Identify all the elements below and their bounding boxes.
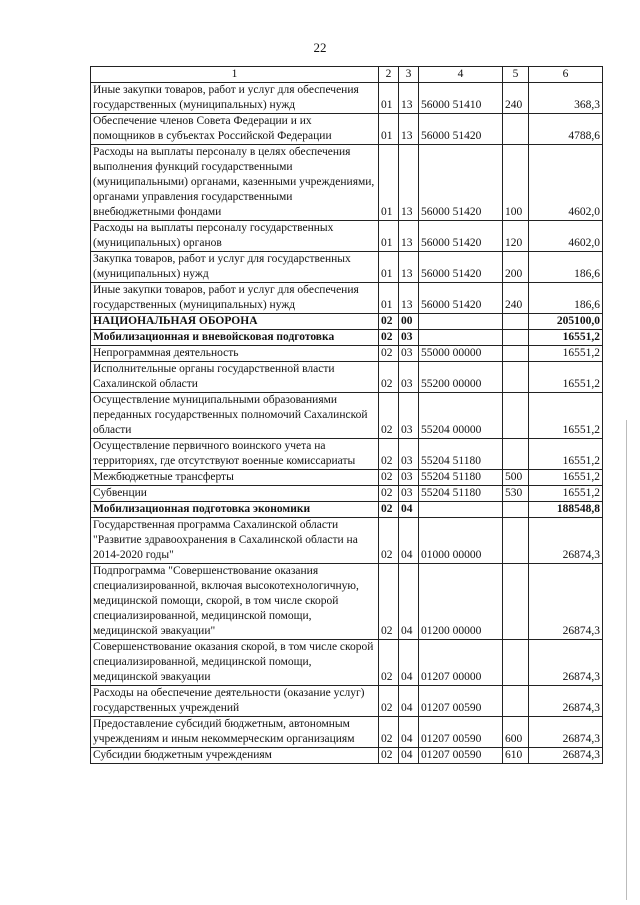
section-code-cell: 02 — [379, 314, 399, 330]
expense-name-cell: Подпрограмма "Совершенствование оказания специализированной, включая высокотехнологичную, медицинской помощи, скорой, в том числе скорой специализированной, медицинской помощи, медицинской эвакуации" — [91, 564, 379, 640]
table-row — [91, 717, 603, 748]
expense-type-cell — [503, 346, 529, 362]
table-row — [91, 518, 603, 564]
header-col-2: 2 — [379, 67, 399, 83]
subsection-code-cell: 13 — [399, 145, 419, 221]
expense-type-cell — [503, 439, 529, 470]
table-row — [91, 439, 603, 470]
table-row — [91, 470, 603, 486]
amount-cell: 368,3 — [529, 83, 603, 114]
target-article-cell: 01207 00590 — [419, 748, 503, 764]
expense-type-cell: 240 — [503, 283, 529, 314]
subsection-code-cell: 03 — [399, 486, 419, 502]
table-row — [91, 393, 603, 439]
subsection-code-cell: 03 — [399, 393, 419, 439]
target-article-cell: 55204 51180 — [419, 470, 503, 486]
subsection-code-cell: 00 — [399, 314, 419, 330]
expense-type-cell: 120 — [503, 221, 529, 252]
amount-cell: 26874,3 — [529, 748, 603, 764]
expense-name-cell: Расходы на выплаты персоналу государственных (муниципальных) органов — [91, 221, 379, 252]
page-number: 22 — [313, 40, 327, 55]
section-code-cell: 02 — [379, 717, 399, 748]
table-row — [91, 640, 603, 686]
expense-type-cell — [503, 314, 529, 330]
header-col-3: 3 — [399, 67, 419, 83]
section-code-cell: 02 — [379, 518, 399, 564]
amount-cell: 26874,3 — [529, 518, 603, 564]
section-code-cell: 02 — [379, 748, 399, 764]
amount-cell: 26874,3 — [529, 564, 603, 640]
amount-cell: 205100,0 — [529, 314, 603, 330]
expense-name-cell: Межбюджетные трансферты — [91, 470, 379, 486]
subsection-code-cell: 13 — [399, 283, 419, 314]
target-article-cell: 56000 51420 — [419, 252, 503, 283]
section-code-cell: 02 — [379, 564, 399, 640]
table-row — [91, 83, 603, 114]
target-article-cell: 55000 00000 — [419, 346, 503, 362]
section-code-cell: 02 — [379, 393, 399, 439]
table-body — [91, 83, 603, 764]
expense-name-cell: Осуществление первичного воинского учета на территориях, где отсутствуют военные комиссариаты — [91, 439, 379, 470]
expense-type-cell — [503, 640, 529, 686]
section-code-cell: 02 — [379, 346, 399, 362]
target-article-cell: 01207 00000 — [419, 640, 503, 686]
target-article-cell: 01207 00590 — [419, 717, 503, 748]
table-header-row — [91, 67, 603, 83]
expense-name-cell: Обеспечение членов Совета Федерации и их помощников в субъектах Российской Федерации — [91, 114, 379, 145]
amount-cell: 16551,2 — [529, 470, 603, 486]
expense-type-cell: 100 — [503, 145, 529, 221]
target-article-cell: 56000 51410 — [419, 83, 503, 114]
table-row — [91, 330, 603, 346]
expense-type-cell — [503, 330, 529, 346]
amount-cell: 16551,2 — [529, 346, 603, 362]
table-row — [91, 346, 603, 362]
header-col-6: 6 — [529, 67, 603, 83]
section-code-cell: 01 — [379, 83, 399, 114]
table-row — [91, 564, 603, 640]
expense-name-cell: Осуществление муниципальными образованиями переданных государственных полномочий Сахалинской области — [91, 393, 379, 439]
scan-edge-line — [626, 420, 627, 900]
subsection-code-cell: 04 — [399, 717, 419, 748]
target-article-cell: 55200 00000 — [419, 362, 503, 393]
subsection-code-cell: 04 — [399, 686, 419, 717]
target-article-cell: 56000 51420 — [419, 114, 503, 145]
table-row — [91, 314, 603, 330]
header-col-4: 4 — [419, 67, 503, 83]
expense-name-cell: Совершенствование оказания скорой, в том числе скорой специализированной, медицинской помощи, медицинской эвакуации — [91, 640, 379, 686]
target-article-cell: 55204 51180 — [419, 486, 503, 502]
expense-name-cell: Субсидии бюджетным учреждениям — [91, 748, 379, 764]
expense-name-cell: Мобилизационная подготовка экономики — [91, 502, 379, 518]
expense-type-cell — [503, 393, 529, 439]
amount-cell: 26874,3 — [529, 640, 603, 686]
section-code-cell: 01 — [379, 221, 399, 252]
amount-cell: 4602,0 — [529, 221, 603, 252]
subsection-code-cell: 03 — [399, 439, 419, 470]
section-code-cell: 02 — [379, 330, 399, 346]
table-row — [91, 114, 603, 145]
amount-cell: 16551,2 — [529, 486, 603, 502]
target-article-cell: 01200 00000 — [419, 564, 503, 640]
amount-cell: 188548,8 — [529, 502, 603, 518]
table-row — [91, 252, 603, 283]
budget-table — [90, 66, 603, 764]
expense-name-cell: Иные закупки товаров, работ и услуг для обеспечения государственных (муниципальных) нужд — [91, 83, 379, 114]
target-article-cell: 01207 00590 — [419, 686, 503, 717]
target-article-cell: 55204 00000 — [419, 393, 503, 439]
subsection-code-cell: 04 — [399, 502, 419, 518]
target-article-cell: 56000 51420 — [419, 145, 503, 221]
header-col-1: 1 — [91, 67, 379, 83]
expense-name-cell: Мобилизационная и вневойсковая подготовка — [91, 330, 379, 346]
subsection-code-cell: 04 — [399, 564, 419, 640]
subsection-code-cell: 13 — [399, 114, 419, 145]
section-code-cell: 01 — [379, 283, 399, 314]
subsection-code-cell: 13 — [399, 221, 419, 252]
expense-type-cell: 600 — [503, 717, 529, 748]
table-row — [91, 283, 603, 314]
expense-type-cell — [503, 686, 529, 717]
section-code-cell: 02 — [379, 502, 399, 518]
amount-cell: 4788,6 — [529, 114, 603, 145]
amount-cell: 26874,3 — [529, 686, 603, 717]
target-article-cell: 56000 51420 — [419, 283, 503, 314]
subsection-code-cell: 03 — [399, 346, 419, 362]
subsection-code-cell: 04 — [399, 748, 419, 764]
target-article-cell — [419, 330, 503, 346]
expense-type-cell: 530 — [503, 486, 529, 502]
section-code-cell: 02 — [379, 640, 399, 686]
target-article-cell — [419, 314, 503, 330]
section-code-cell: 02 — [379, 439, 399, 470]
subsection-code-cell: 04 — [399, 640, 419, 686]
amount-cell: 4602,0 — [529, 145, 603, 221]
table-row — [91, 145, 603, 221]
subsection-code-cell: 03 — [399, 470, 419, 486]
expense-name-cell: Субвенции — [91, 486, 379, 502]
amount-cell: 16551,2 — [529, 362, 603, 393]
target-article-cell: 01000 00000 — [419, 518, 503, 564]
expense-type-cell — [503, 564, 529, 640]
section-code-cell: 01 — [379, 252, 399, 283]
expense-name-cell: Расходы на обеспечение деятельности (оказание услуг) государственных учреждений — [91, 686, 379, 717]
expense-name-cell: Иные закупки товаров, работ и услуг для обеспечения государственных (муниципальных) нужд — [91, 283, 379, 314]
amount-cell: 186,6 — [529, 283, 603, 314]
section-code-cell: 02 — [379, 362, 399, 393]
amount-cell: 16551,2 — [529, 439, 603, 470]
section-code-cell: 02 — [379, 486, 399, 502]
expense-type-cell: 200 — [503, 252, 529, 283]
subsection-code-cell: 13 — [399, 252, 419, 283]
expense-name-cell: Непрограммная деятельность — [91, 346, 379, 362]
expense-name-cell: НАЦИОНАЛЬНАЯ ОБОРОНА — [91, 314, 379, 330]
expense-name-cell: Исполнительные органы государственной власти Сахалинской области — [91, 362, 379, 393]
amount-cell: 26874,3 — [529, 717, 603, 748]
expense-type-cell — [503, 362, 529, 393]
amount-cell: 16551,2 — [529, 393, 603, 439]
table-row — [91, 486, 603, 502]
amount-cell: 16551,2 — [529, 330, 603, 346]
header-col-5: 5 — [503, 67, 529, 83]
table-row — [91, 362, 603, 393]
subsection-code-cell: 13 — [399, 83, 419, 114]
subsection-code-cell: 03 — [399, 362, 419, 393]
subsection-code-cell: 04 — [399, 518, 419, 564]
section-code-cell: 01 — [379, 145, 399, 221]
expense-name-cell: Расходы на выплаты персоналу в целях обеспечения выполнения функций государственными (муниципальными) органами, казенными учреждениями, органами управления государственными внебюджетными фондами — [91, 145, 379, 221]
expense-name-cell: Предоставление субсидий бюджетным, автономным учреждениям и иным некоммерческим организациям — [91, 717, 379, 748]
expense-type-cell: 240 — [503, 83, 529, 114]
section-code-cell: 02 — [379, 686, 399, 717]
expense-type-cell — [503, 502, 529, 518]
target-article-cell: 56000 51420 — [419, 221, 503, 252]
expense-type-cell: 610 — [503, 748, 529, 764]
section-code-cell: 02 — [379, 470, 399, 486]
expense-type-cell — [503, 518, 529, 564]
expense-type-cell — [503, 114, 529, 145]
amount-cell: 186,6 — [529, 252, 603, 283]
expense-type-cell: 500 — [503, 470, 529, 486]
table-row — [91, 748, 603, 764]
expense-name-cell: Закупка товаров, работ и услуг для государственных (муниципальных) нужд — [91, 252, 379, 283]
table-row — [91, 502, 603, 518]
target-article-cell — [419, 502, 503, 518]
expense-name-cell: Государственная программа Сахалинской области "Развитие здравоохранения в Сахалинской области на 2014-2020 годы" — [91, 518, 379, 564]
target-article-cell: 55204 51180 — [419, 439, 503, 470]
table-row — [91, 221, 603, 252]
table-row — [91, 686, 603, 717]
section-code-cell: 01 — [379, 114, 399, 145]
subsection-code-cell: 03 — [399, 330, 419, 346]
